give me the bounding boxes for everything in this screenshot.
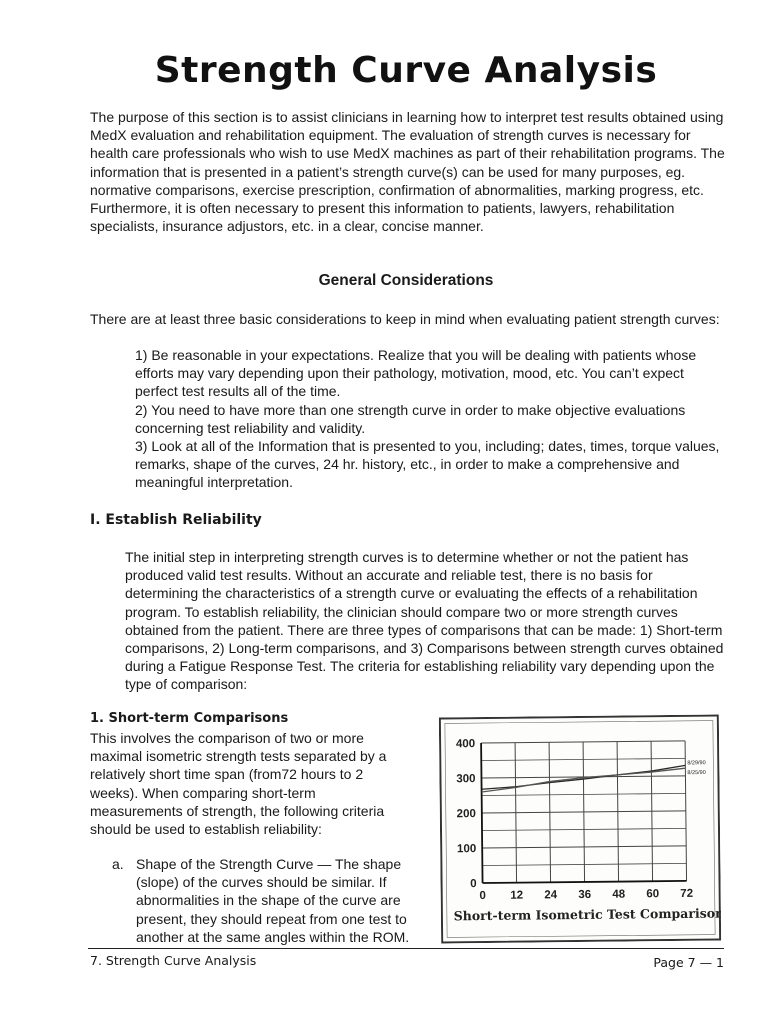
intro-paragraph: The purpose of this section is to assist clinicians in learning how to interpret test results obtained using MedX evaluation and rehabilitation equipment. The evaluation of strength curves is necessary for health care professionals who wish to use MedX machines as part of their rehabilitation programs. The information that is presented in a patient’s strength curve(s) can be used for many purposes, eg. normative comparisons, exercise prescription, confirmation of abnormalities, marking progress, etc. Furthermore, it is often necessary to present this information to patients, lawyers, rehabilitation specialists, insurance adjustors, etc. in a clear, concise manner. [90, 109, 725, 235]
list-item: 3) Look at all of the Information that is presented to you, including; dates, times, torque values, remarks, shape of the curves, 24 hr. history, etc., in order to make a comprehensive and meaningful interpretation. [135, 438, 720, 491]
list-marker: a. [112, 856, 124, 872]
x-tick-label: 36 [578, 888, 592, 902]
y-tick-label: 200 [456, 808, 476, 821]
general-considerations-heading: General Considerations [318, 272, 494, 289]
x-tick-label: 0 [479, 889, 486, 903]
reliability-paragraph: The initial step in interpreting strength curves is to determine whether or not the patient has produced valid test results. Without an accurate and reliable test, there is no basis for determining the characteristics of a strength curve or evaluating the effects of a rehabilitation program. To establish reliability, the clinician should compare two or more strength curves obtained from the patient. There are three types of comparisons that can be made: 1) Short-term comparisons, 2) Long-term comparisons, and 3) Comparisons between strength curves obtained during a Fatigue Response Test. The criteria for establishing reliability vary depending upon the type of comparison: [125, 549, 724, 693]
page-number: Page 7 — 1 [653, 955, 724, 970]
y-tick-label: 100 [456, 843, 477, 856]
considerations-list [135, 346, 720, 492]
footer-rule [88, 948, 724, 949]
legend-label: 8/29/90 [687, 760, 706, 767]
chart-figure [439, 715, 721, 944]
strength-curve-chart [439, 715, 721, 944]
list-item: 1) Be reasonable in your expectations. Realize that you will be dealing with patients whose efforts may vary depending upon their pathology, motivation, mood, etc. You can’t expect perfect test results all of the time. [135, 347, 697, 400]
footer-section-label: 7. Strength Curve Analysis [90, 953, 257, 968]
y-tick-label: 300 [456, 773, 476, 786]
establish-reliability-heading: I. Establish Reliability [90, 512, 262, 528]
legend-label: 8/25/90 [687, 769, 706, 777]
x-tick-label: 60 [646, 888, 660, 901]
criteria-item-a-text: Shape of the Strength Curve — The shape (slope) of the curves should be similar. If abnormalities in the shape of the curve are present, they should repeat from one test to another at the same angles within the ROM. [136, 856, 410, 945]
page-title: Strength Curve Analysis [154, 50, 658, 91]
y-tick-label: 0 [470, 878, 477, 891]
short-term-heading: 1. Short-term Comparisons [90, 711, 289, 726]
x-tick-label: 72 [680, 887, 694, 900]
general-considerations-lead: There are at least three basic considerations to keep in mind when evaluating patient strength curves: [90, 311, 720, 327]
x-tick-label: 24 [544, 889, 558, 902]
short-term-paragraph: This involves the comparison of two or more maximal isometric strength tests separated by a relatively short time span (from72 hours to 2 weeks). When comparing short-term measurements of strength, the following criteria should be used to establish reliability: [90, 730, 387, 838]
list-item: 2) You need to have more than one strength curve in order to make objective evaluations concerning test reliability and validity. [135, 401, 686, 436]
chart-title: Short-term Isometric Test Comparison [453, 905, 722, 924]
x-tick-label: 48 [612, 888, 626, 901]
x-tick-label: 12 [510, 889, 524, 902]
y-tick-label: 400 [455, 738, 476, 751]
